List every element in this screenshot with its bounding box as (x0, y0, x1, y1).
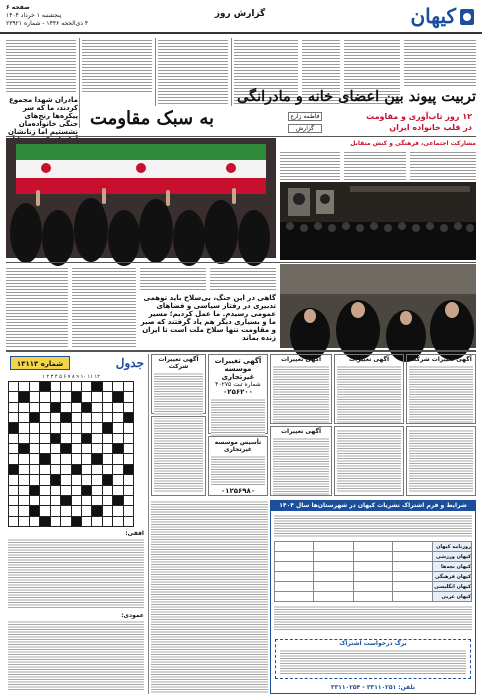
subscription-notes (274, 605, 472, 631)
crossword-column-numbers: ۱ ۲ ۳ ۴ ۵ ۶ ۷ ۸ ۹ ۱۰ ۱۱ ۱۲ (42, 374, 100, 380)
top-text-col-2 (82, 38, 152, 94)
ad-box-4 (208, 436, 268, 496)
sub-row-5: کیهان انگلیسی (432, 582, 471, 592)
sub-row-4: کیهان فرهنگی (432, 572, 471, 582)
ad-title-1: آگهی تغییرات شرکت (158, 356, 199, 370)
crossword-logo: جدول (115, 356, 144, 370)
sub-row-2: کیهان ورزشی (432, 552, 471, 562)
crossword-down-label: عمودی: (121, 612, 144, 619)
ad-code-4: ۰۱۲۵۶۹۸۰ (220, 487, 256, 495)
mid-text-col-2 (72, 266, 136, 348)
ad-number-3: شماره ثبت ۴۰۲۷۵ (215, 381, 261, 388)
ad-title-5: آگهی تغییرات (280, 356, 322, 363)
crossword-grid (8, 381, 134, 527)
crossword-number-badge: شماره ۱۳۱۱۳ (10, 356, 70, 370)
crossword-across-label: افقی: (125, 530, 144, 537)
subscription-title: شرایط و فرم اشتراک نشریات کیهان در شهرستان‌ها سال ۱۴۰۴ (271, 501, 475, 511)
logo-area (398, 4, 476, 30)
lower-text-block (151, 500, 268, 694)
issue-line: ۴ ذی‌الحجه ۱۴۴۶ - شماره ۲۳۹۲۱ (6, 20, 89, 27)
ad-title-3: آگهی تغییرات (214, 357, 262, 365)
left-pull-quote: مادران شهدا مجموع کردند، ما که سر پیکره‌ها رنج‌های جنگی خانواده‌مان نشستیم اما زنانشان (8, 96, 78, 136)
ad-title-9: آگهی تغییرات شرکت (410, 356, 472, 363)
ad-title-6: آگهی تغییرات (280, 428, 322, 435)
sub-row-6: کیهان عربی (432, 592, 471, 602)
ad-box-6 (270, 426, 332, 496)
sub-row-3: کیهان بچه‌ها (432, 562, 471, 572)
sidebar-text-col-2 (344, 150, 406, 180)
ad-box-3 (208, 354, 268, 434)
ad-box-5 (270, 354, 332, 424)
ad-box-9 (406, 354, 476, 424)
ad-title-4: تأسیس موسسه غیرتجاری (214, 439, 262, 453)
logo-text: کیهان (410, 4, 456, 28)
headline-second: به سبک مقاومت (90, 108, 215, 129)
ad-name-3: موسسه غیرتجاری (221, 365, 255, 381)
sidebar-title: مشارکت اجتماعی، فرهنگی و کنش متقابل (350, 140, 476, 147)
headline-main: تربیت پیوند بین اعضای خانه و مادرانگی (237, 88, 476, 105)
crossword-section (6, 354, 146, 694)
crossword-across-clues (8, 538, 144, 608)
sub-row-1: روزنامه کیهان (432, 542, 471, 552)
crossword-header (6, 354, 146, 372)
crowd-photo (280, 182, 476, 260)
ad-box-7 (334, 354, 404, 424)
ad-title-7: آگهی تغییرات (348, 356, 390, 363)
top-text-col-7 (404, 38, 476, 88)
mid-text-col-3 (140, 266, 206, 292)
subscription-price-table (274, 541, 472, 602)
headline-kicker-1: ۱۲ روز تاب‌آوری و مقاومت (366, 112, 472, 121)
section-title: گزارش روز (214, 9, 266, 19)
page-label: صفحه ۶ (6, 4, 30, 11)
coupon-title: برگ درخواست اشتراک (339, 640, 407, 647)
mid-text-col-4 (210, 266, 276, 292)
subscription-coupon (275, 639, 471, 679)
masthead (0, 0, 482, 34)
byline-box-2: گزارش (288, 124, 322, 133)
mid-text-col-1 (6, 266, 68, 348)
funeral-photo (6, 138, 276, 258)
headline-kicker-2: در قلب خانواده ایران (389, 123, 472, 132)
ad-box-8 (334, 426, 404, 496)
kayhan-logo-emblem (458, 6, 476, 28)
women-photo (280, 264, 476, 348)
top-text-col-1 (6, 38, 76, 94)
ad-box-1 (151, 354, 206, 414)
ad-box-10 (406, 426, 476, 496)
date-line: پنجشنبه ۱ خرداد ۱۴۰۴ (6, 12, 62, 19)
byline-box-1: فاطمه زارع (288, 112, 322, 121)
subscription-box (270, 500, 476, 694)
crossword-down-clues (8, 620, 144, 690)
subscription-conditions (274, 514, 472, 538)
sidebar-text-col-3 (410, 150, 476, 180)
sidebar-text-col-1 (280, 150, 340, 180)
subscription-footer-phone: تلفن: ۳۳۱۱۰۲۵۱ - ۳۳۱۱۰۲۵۴ (330, 684, 416, 691)
ad-code-3: ۰۲۵۶۲۰۰ (223, 388, 253, 396)
mid-caption: گاهی در این جنگ، بی‌سلاح باید توهمی تدبیری در رفتار سیاسی و فضاهای عمومی رسیدم. ما عمل کردیم؛ مسیر ما و بسیاری دیگر هم یاد گرفتند که صبر و مقاومت تنها سلاح ملت است تا ایران زنده بماند (140, 294, 276, 342)
ad-box-2 (151, 416, 206, 496)
